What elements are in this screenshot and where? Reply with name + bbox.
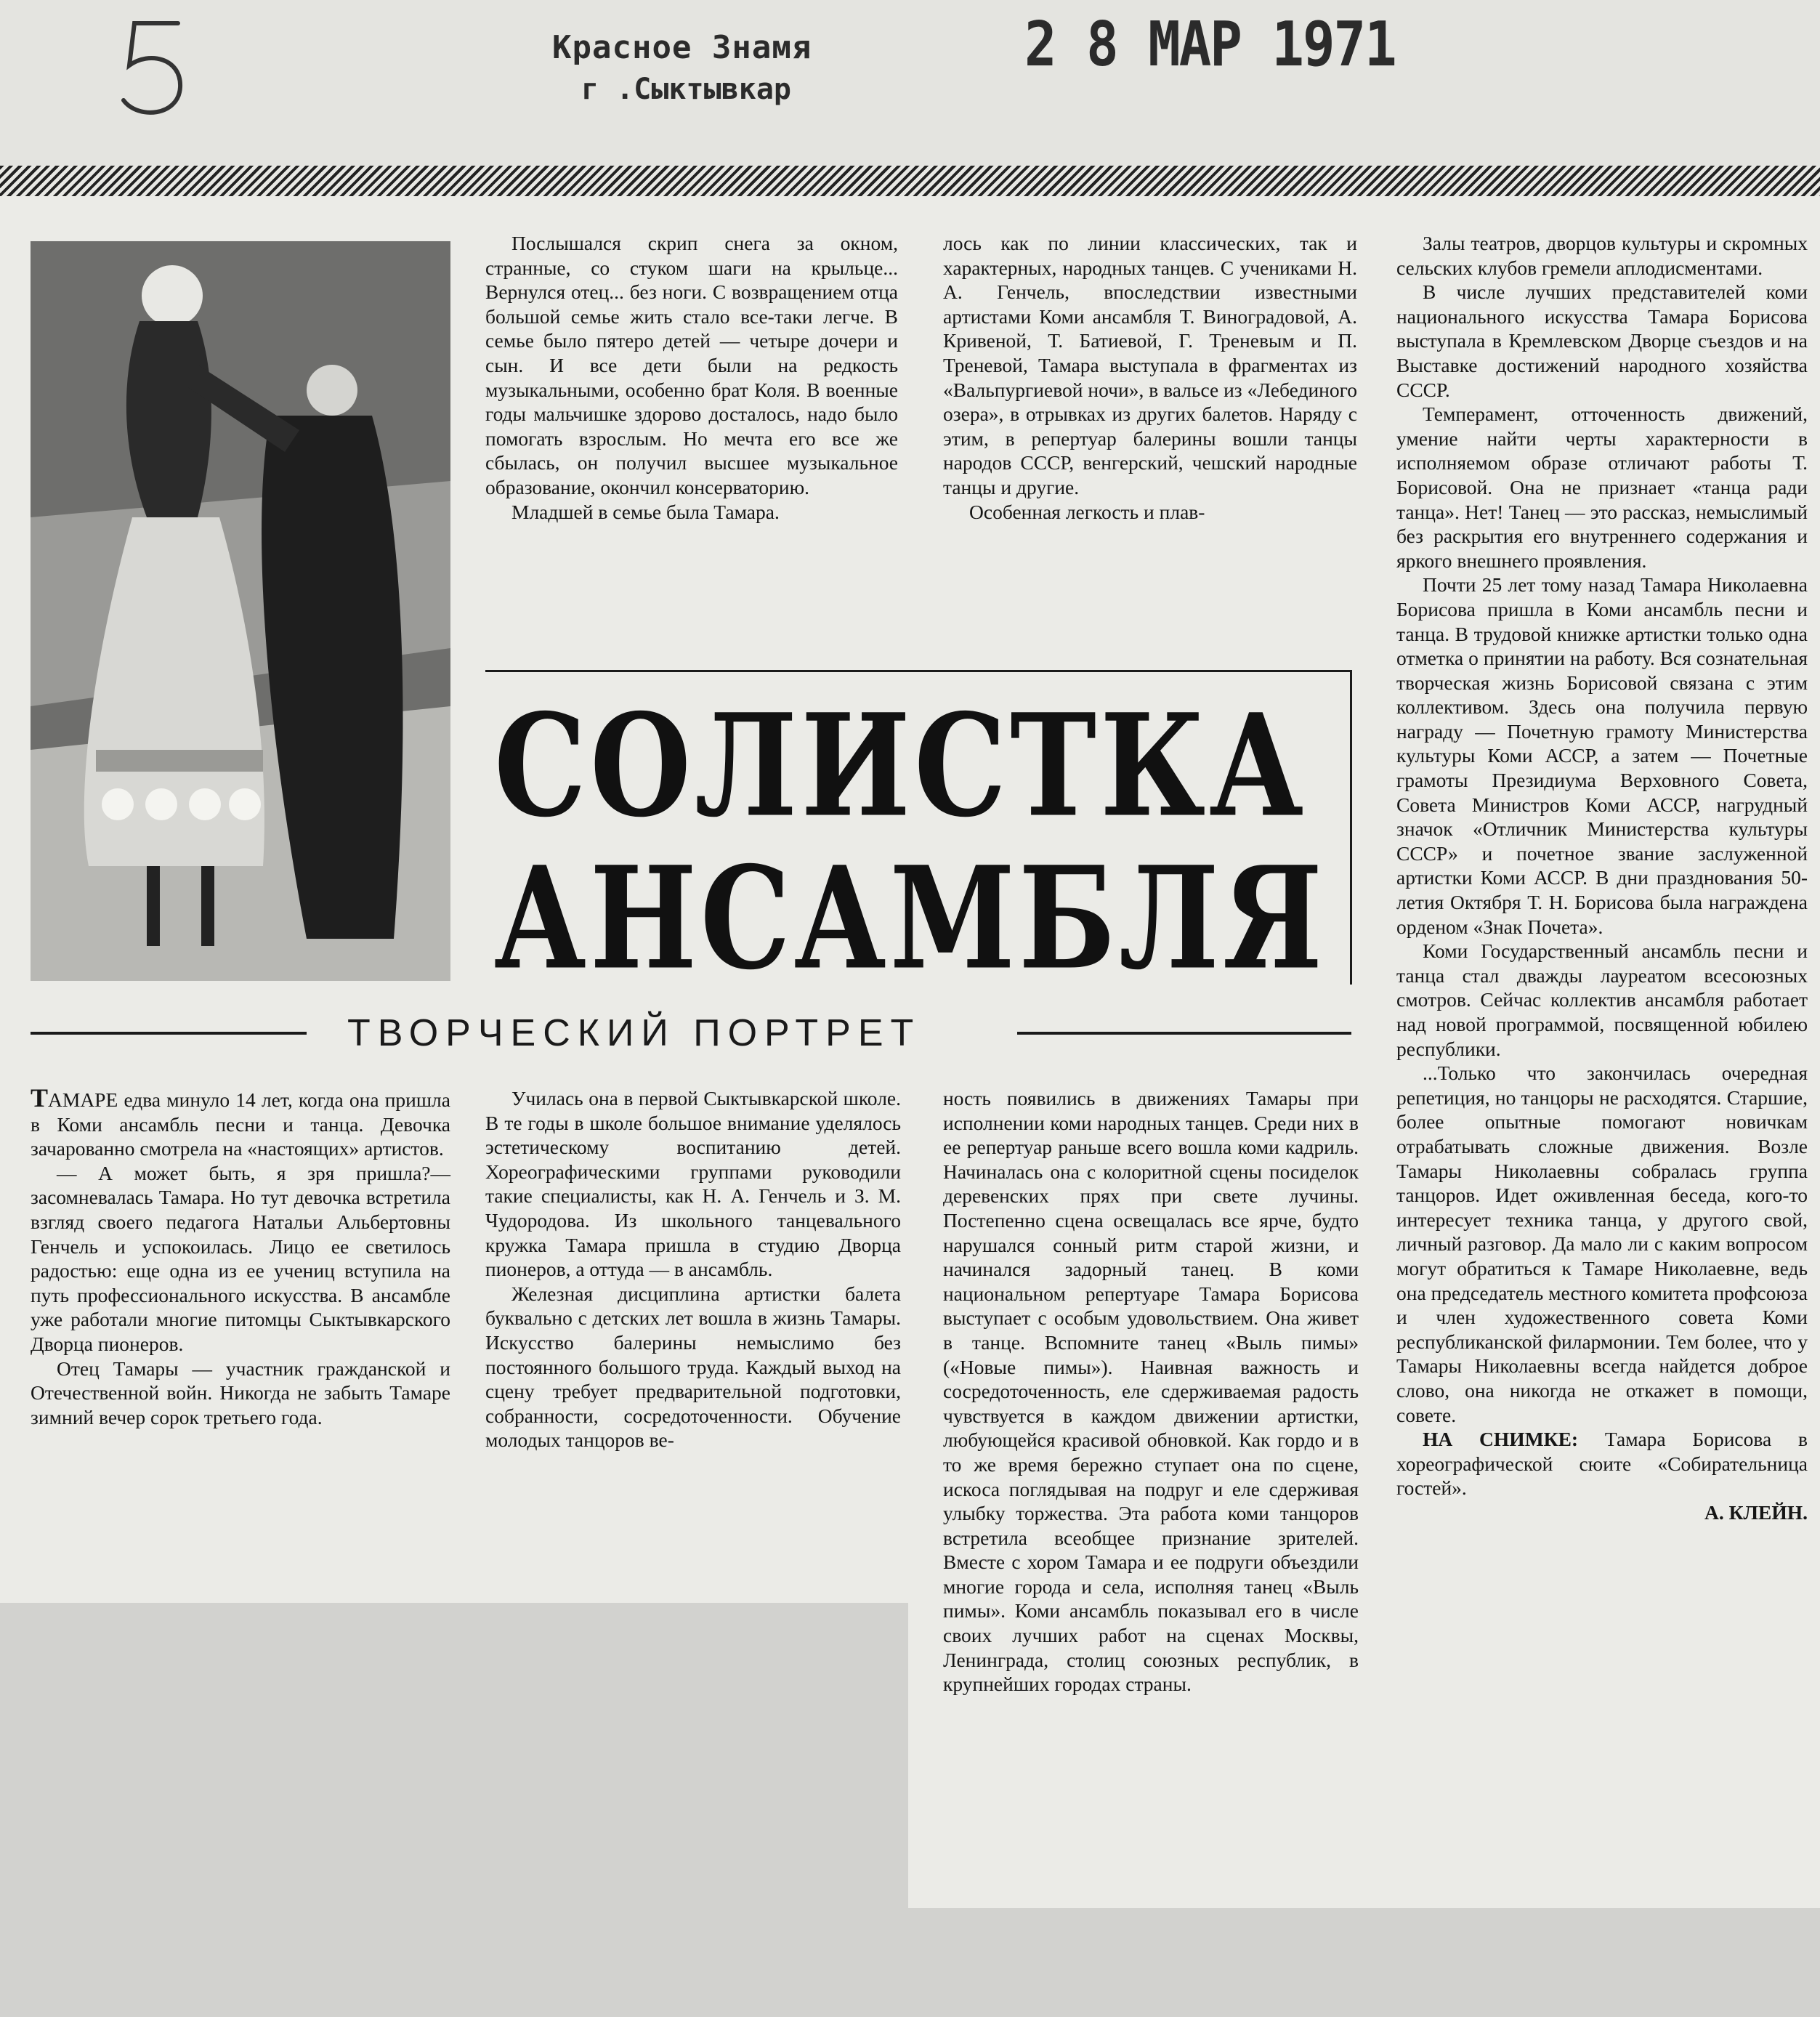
- paragraph: Железная дисциплина артистки балета буквально с детских лет вошла в жизнь Тамары. Искусство балерины немыслимо без постоянного большого труда. Каждый выход на сцену требует предварительной подготовки, собранности, сосредоточенности. Обучение молодых танцоров ве-: [485, 1282, 901, 1452]
- subhead-rule-right: [1017, 1032, 1351, 1035]
- paragraph: Почти 25 лет тому назад Тамара Николаевна Борисова пришла в Коми ансамбль песни и танца. В трудовой книжке артистки только одна отметка о принятии на работу. Вся сознательная творческая жизнь Борисовой связана с этим коллективом. Здесь она получила первую награду — Почетную грамоту Министерства культуры Коми АССР, а затем — Почетные грамоты Президиума Верховного Совета, Совета Министров Коми АССР, нагрудный значок «Отличник Министерства культуры СССР» и почетное звание заслуженной артистки Коми АССР. В дни празднования 50-летия Октября Т. Н. Борисова была награждена орденом «Знак Почета».: [1396, 573, 1808, 938]
- paragraph: ность появились в движениях Тамары при исполнении коми народных танцев. Среди них в ее репертуар раньше всего вошла коми кадриль. Начиналась она с колоритной сцены посиделок деревенских прях при свете лучины. Постепенно сцена освещалась все ярче, будто нарушался сонный ритм старой жизни, и начинался задорный танец. В коми национальном репертуаре Тамара Борисова выступает с особым удовольствием. Она живет в танце. Вспомните танец «Выль пимы» («Новые пимы»). Наивная важность и сосредоточенность, еле сдерживаемая радость чувствуется в каждом движении артистки, любующейся красивой обновкой. Как гордо и в то же время бережно ступает она по сцене, искоса поглядывая на подруг и еле сдерживая улыбку торжества. Эта работа коми танцоров встретила всеобщее признание зрителей. Вместе с хором Тамара и ее подруги объездили многие города и села, исполняя танец «Выль пимы». Коми ансамбль показывал его в числе своих лучших работ на сценах Москвы, Ленинграда, столиц союзных республик, в крупнейших городах страны.: [943, 1087, 1359, 1696]
- paragraph: В числе лучших представителей коми национального искусства Тамара Борисова выступала в Кремлевском Дворце съездов и на Выставке достижений народного хозяйства СССР.: [1396, 280, 1808, 401]
- subhead: ТВОРЧЕСКИЙ ПОРТРЕТ: [347, 1012, 921, 1054]
- paper-backing-left: [0, 1602, 908, 2017]
- paragraph: Коми Государственный ансамбль песни и танца стал дважды лауреатом всесоюзных смотров. Сейчас коллектив ансамбля работает над новой программой, посвященной юбилею республики.: [1396, 939, 1808, 1060]
- stamp-newspaper-name: Красное Знамя: [552, 29, 812, 66]
- column-0-bottom: [31, 1083, 450, 1429]
- column-2-bottom: [943, 1086, 1359, 1697]
- paragraph: Послышался скрип снега за окном, странные, со стуком шаги на крыльце... Вернулся отец... без ноги. С возвращением отца большой семье жить стало все-таки легче. В семье было пятеро детей — четыре дочери и сын. И все дети были на редкость музыкальными, особенно брат Коля. В военные годы мальчишке здорово досталось, надо было помогать взрослым. Но мечта его все же сбылась, он получил высшее музыкальное образование, окончил консерваторию.: [485, 232, 898, 498]
- column-2-top: [943, 231, 1357, 524]
- headline-line-1: СОЛИСТКА: [494, 683, 1308, 849]
- stamp-date: 2 8 МАР 1971: [1024, 8, 1396, 81]
- column-3: [1396, 231, 1808, 1524]
- paragraph: Училась она в первой Сыктывкарской школе. В те годы в школе большое внимание уделялось эстетическому воспитанию детей. Хореографическими группами руководили такие специалисты, как Н. А. Генчель и З. М. Чудородова. Из школьного танцевального кружка Тамара пришла в студию Дворца пионеров, а оттуда — в ансамбль.: [485, 1087, 901, 1281]
- photo-caption: [1396, 1427, 1808, 1500]
- paragraph: Темперамент, отточенность движений, умение найти черты характерности в исполняемом образе отличают работы Т. Борисовой. Она не признает «танца ради танца». Нет! Танец — это рассказ, немыслимый без раскрытия его внутреннего содержания и яркого внешнего проявления.: [1396, 403, 1808, 572]
- paragraph: Особенная легкость и плав-: [969, 500, 1205, 523]
- stamp-city: г .Сыктывкар: [581, 73, 791, 106]
- paragraph-lead: ТАМАРЕ едва минуло 14 лет, когда она пришла в Коми ансамбль песни и танца. Девочка зачарованно смотрела на «настоящих» артистов.: [31, 1083, 450, 1160]
- column-1-top: [485, 231, 898, 524]
- paragraph: — А может быть, я зря пришла?— засомневалась Тамара. Но тут девочка встретила взгляд своего педагога Натальи Альбертовны Генчель и успокоилась. Лицо ее светилось радостью: еще одна из ее учениц вступила на путь профессионального искусства. В ансамбле уже работали многие питомцы Сыктывкарского Дворца пионеров.: [31, 1161, 450, 1355]
- subhead-rule-left: [31, 1032, 307, 1035]
- headline-line-2: АНСАМБЛЯ: [494, 836, 1327, 1001]
- paragraph: ...Только что закончилась очередная репетиция, но танцоры не расходятся. Старшие, более опытные помогают новичкам отрабатывать сложные движения. Возле Тамары Николаевны собралась группа танцоров. Идет оживленная беседа, кого-то интересует техника танца, у другого свой, личный разговор. Да мало ли с каким вопросом могут обратиться к Тамаре Николаевне, ведь она председатель местного комитета профсоюза и член художественного совета Коми республиканской филармонии. Тем более, что у Тамары Николаевны всегда найдется доброе слово, она никогда не откажет в помощи, совете.: [1396, 1062, 1808, 1426]
- hatched-border: [0, 166, 1820, 196]
- column-1-bottom: [485, 1086, 901, 1452]
- paragraph: Младшей в семье была Тамара.: [511, 500, 780, 523]
- caption-text: Тамара Борисова в хореографической сюите «Собирательница гостей».: [1396, 1428, 1808, 1500]
- author-signature: А. КЛЕЙН.: [1704, 1500, 1808, 1524]
- caption-label: НА СНИМКЕ:: [1423, 1428, 1579, 1451]
- drop-cap: Т: [31, 1083, 49, 1112]
- dancers-photo: [31, 241, 450, 981]
- paragraph: лось как по линии классических, так и характерных, народных танцев. С учениками Н. А. Генчель, впоследствии известными артистами Коми ансамбля Т. Виноградовой, А. Кривеной, Т. Батиевой, Г. Треневым и П. Треневой, Тамара выступала в фрагментах из «Вальпургиевой ночи», в вальсе из «Лебединого озера», в отрывках из других балетов. Наряду с этим, в репертуар балерины вошли танцы народов СССР, венгерский, чешский народные танцы и другие.: [943, 232, 1357, 498]
- paragraph: Залы театров, дворцов культуры и скромных сельских клубов гремели аплодисментами.: [1396, 232, 1808, 279]
- handwritten-page-number: [109, 15, 196, 124]
- paragraph: Отец Тамары — участник гражданской и Отечественной войн. Никогда не забыть Тамаре зимний вечер сорок третьего года.: [31, 1357, 450, 1428]
- paper-backing-right: [908, 1904, 1820, 2017]
